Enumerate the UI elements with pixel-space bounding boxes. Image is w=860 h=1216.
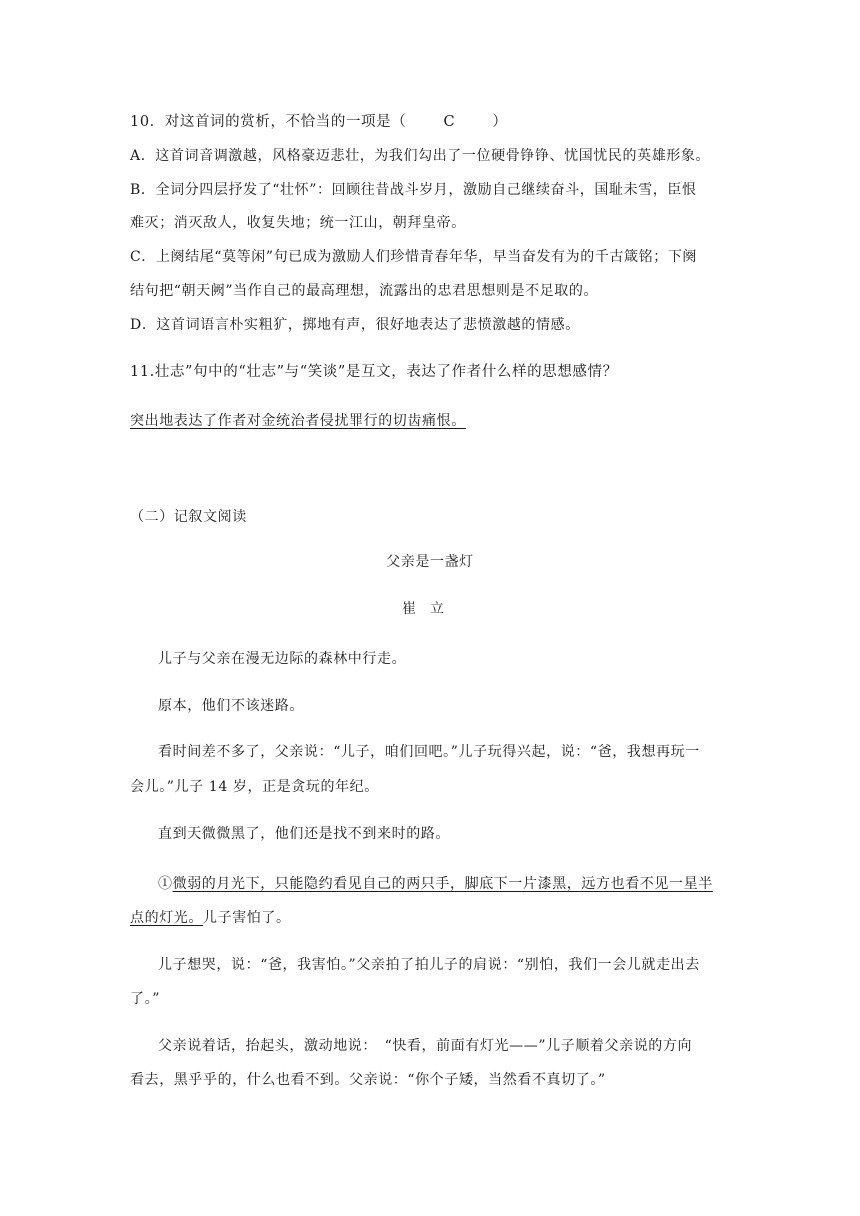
passage-paragraph-6-line-1: 儿子想哭，说：“爸，我害怕。”父亲拍了拍儿子的肩说：“别怕，我们一会儿就走出去 — [158, 957, 700, 973]
section-heading: （二）记叙文阅读 — [130, 509, 247, 525]
passage-paragraph-7-line-2: 看去，黑乎乎的，什么也看不到。父亲说：“你个子矮，当然看不真切了。” — [130, 1072, 606, 1088]
option-d: D．这首词语言朴实粗犷，掷地有声，很好地表达了悲愤激越的情感。 — [130, 317, 580, 333]
passage-paragraph-1: 儿子与父亲在漫无边际的森林中行走。 — [158, 651, 407, 667]
question-11-answer — [130, 411, 730, 431]
option-b-line-1: B．全词分四层抒发了“壮怀”：回顾往昔战斗岁月，激励自己继续奋斗，国耻未雪，臣恨 — [130, 182, 697, 198]
question-10-stem-text: 10．对这首词的赏析，不恰当的一项是（ — [130, 114, 407, 130]
circled-number-marker: ① — [158, 876, 173, 892]
passage-paragraph-3-line-1: 看时间差不多了，父亲说：“儿子，咱们回吧。”儿子玩得兴起，说：“爸，我想再玩一 — [158, 744, 700, 760]
passage-paragraph-6-line-2: 了。” — [130, 991, 160, 1007]
passage-paragraph-7-line-1: 父亲说着话，抬起头，激动地说： “快看，前面有灯光——”儿子顺着父亲说的方向 — [158, 1038, 693, 1054]
paragraph-5-rest: 儿子害怕了。 — [203, 910, 291, 926]
question-11-stem: 11.壮志”句中的“壮志”与“笑谈”是互文，表达了作者什么样的思想感情？ — [130, 364, 618, 380]
passage-paragraph-5-line-2 — [130, 908, 730, 928]
passage-author: 崔立 — [402, 601, 458, 617]
passage-paragraph-3-line-2: 会儿。”儿子 14 岁，正是贪玩的年纪。 — [130, 779, 379, 795]
option-b-line-2: 难灭；消灭敌人，收复失地；统一江山，朝拜皇帝。 — [130, 215, 466, 231]
option-c-line-1: C．上阕结尾“莫等闲”句已成为激励人们珍惜青春年华，早当奋发有为的千古箴铭；下阕 — [130, 249, 698, 265]
question-10-stem — [130, 112, 730, 132]
passage-paragraph-2: 原本，他们不该迷路。 — [158, 698, 304, 714]
question-10-answer: C — [443, 114, 456, 130]
passage-title: 父亲是一盏灯 — [386, 554, 474, 570]
passage-paragraph-4: 直到天微微黑了，他们还是找不到来时的路。 — [158, 826, 450, 842]
passage-paragraph-5-line-1 — [158, 874, 758, 894]
underlined-sentence-part-1: 微弱的月光下，只能隐约看见自己的两只手，脚底下一片漆黑，远方也看不见一星半 — [172, 876, 713, 892]
underlined-sentence-part-2: 点的灯光。 — [130, 910, 203, 926]
option-c-line-2: 结句把“朝天阙”当作自己的最高理想，流露出的忠君思想则是不足取的。 — [130, 283, 599, 299]
question-11-answer-text: 突出地表达了作者对金统治者侵扰罪行的切齿痛恨。 — [130, 413, 466, 429]
question-10-stem-close: ） — [492, 114, 508, 130]
option-a: A．这首词音调激越，风格豪迈悲壮，为我们勾出了一位硬骨铮铮、忧国忧民的英雄形象。 — [130, 148, 711, 164]
